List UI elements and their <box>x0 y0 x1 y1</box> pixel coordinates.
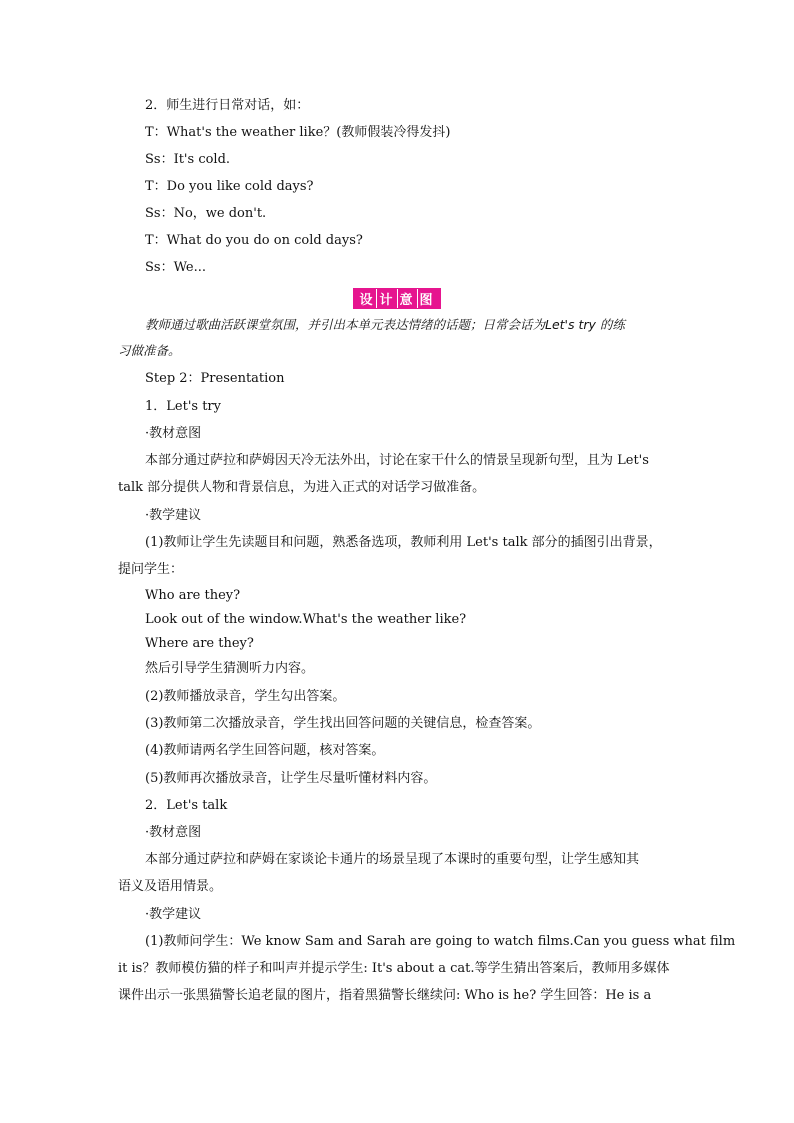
paragraph-line: 语义及语用情景。 <box>118 879 223 894</box>
badge-char: 计 <box>377 289 397 308</box>
question-line: Look out of the window.What's the weather like? <box>145 612 467 627</box>
label-text: ·教学建议 <box>145 907 202 922</box>
dialogue-line: T：Do you like cold days? <box>145 179 314 194</box>
dialogue-line: T：What's the weather like？(教师假装冷得发抖) <box>145 125 451 140</box>
label-text: ·教学建议 <box>145 508 202 523</box>
dialogue-line: T：What do you do on cold days? <box>145 233 363 248</box>
step-line: (5)教师再次播放录音，让学生尽量听懂材料内容。 <box>145 771 437 786</box>
badge-char: 设 <box>357 289 377 308</box>
paragraph-line: it is？教师模仿猫的样子和叫声并提示学生: It's about a cat.等学生猜出答案后，教师用多媒体 <box>118 961 670 976</box>
dialogue-line: Ss：We... <box>145 260 206 275</box>
paragraph-line: 本部分通过萨拉和萨姆因天冷无法外出，讨论在家干什么的情景呈现新句型，且为 Let's <box>145 453 649 468</box>
paragraph-line: talk 部分提供人物和背景信息，为进入正式的对话学习做准备。 <box>118 480 486 495</box>
design-intent-text: 习做准备。 <box>118 343 181 358</box>
paragraph-line: 本部分通过萨拉和萨姆在家谈论卡通片的场景呈现了本课时的重要句型，让学生感知其 <box>145 852 640 867</box>
question-line: Who are they? <box>145 588 241 603</box>
paragraph-line: 课件出示一张黑猫警长追老鼠的图片，指着黑猫警长继续问: Who is he? 学生回答：He is a <box>118 988 652 1003</box>
subsection-heading: 2．Let's talk <box>145 798 228 813</box>
section-heading: Step 2：Presentation <box>145 371 285 386</box>
badge-char: 图 <box>419 293 435 308</box>
badge-char: 意 <box>398 289 418 308</box>
paragraph-line: 提问学生： <box>118 562 184 577</box>
design-intent-text: 教师通过歌曲活跃课堂氛围，并引出本单元表达情绪的话题；日常会话为Let's try 的练 <box>145 317 625 332</box>
step-line: (3)教师第二次播放录音，学生找出回答问题的关键信息，检查答案。 <box>145 716 541 731</box>
subsection-heading: 1．Let's try <box>145 399 221 414</box>
dialogue-line: Ss：No，we don't. <box>145 206 267 221</box>
paragraph-line: (1)教师让学生先读题目和问题，熟悉备选项，教师利用 Let's talk 部分的插图引出背景， <box>145 535 662 550</box>
dialogue-line: Ss：It's cold. <box>145 152 231 167</box>
step-line: (4)教师请两名学生回答问题，核对答案。 <box>145 743 385 758</box>
paragraph-line: 然后引导学生猜测听力内容。 <box>145 661 315 676</box>
step-line: (2)教师播放录音，学生勾出答案。 <box>145 689 346 704</box>
design-intent-badge <box>353 288 440 309</box>
question-line: Where are they? <box>145 636 254 651</box>
paragraph-line: (1)教师问学生：We know Sam and Sarah are going to watch films.Can you guess what film <box>145 934 736 949</box>
design-intent-badge-row <box>0 288 794 309</box>
dialogue-line: 2．师生进行日常对话，如： <box>145 98 310 113</box>
label-text: ·教材意图 <box>145 825 202 840</box>
label-text: ·教材意图 <box>145 426 202 441</box>
